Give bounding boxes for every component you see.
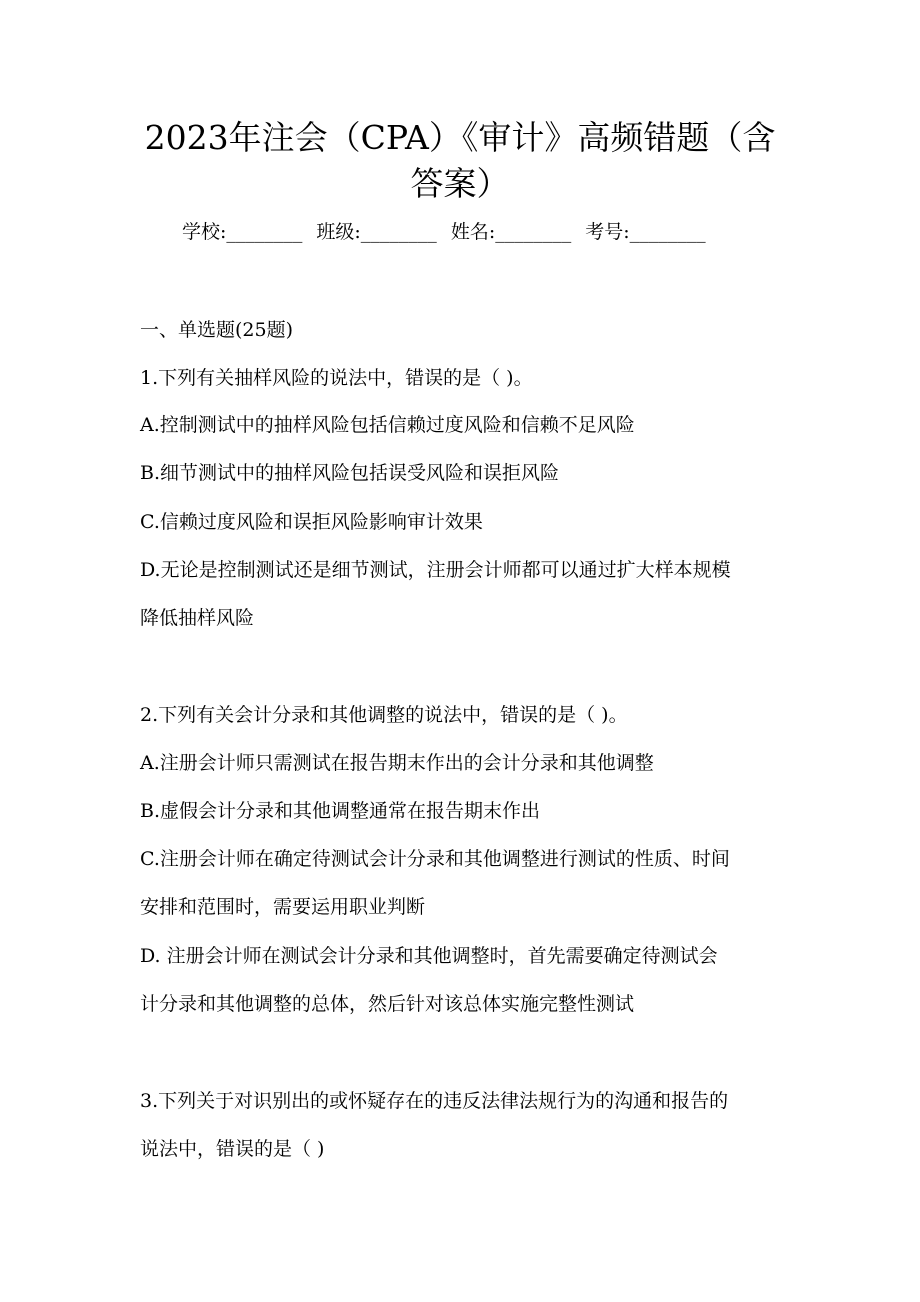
question-3-stem-line-2: 说法中，错误的是（ ) xyxy=(140,1138,325,1160)
question-2-option-d-line-1: D. 注册会计师在测试会计分录和其他调整时，首先需要确定待测试会 xyxy=(140,945,718,967)
section-heading: 一、单选题(25题) xyxy=(140,319,294,341)
question-2-option-b: B.虚假会计分录和其他调整通常在报告期末作出 xyxy=(140,800,541,822)
school-field: 学校:________ xyxy=(182,221,303,243)
question-1-option-d-line-2: 降低抽样风险 xyxy=(140,607,255,629)
question-1-option-d-line-1: D.无论是控制测试还是细节测试，注册会计师都可以通过扩大样本规模 xyxy=(140,559,731,581)
question-2-option-c-line-2: 安排和范围时，需要运用职业判断 xyxy=(140,896,426,918)
question-1-option-b: B.细节测试中的抽样风险包括误受风险和误拒风险 xyxy=(140,462,560,484)
question-1-option-c: C.信赖过度风险和误拒风险影响审计效果 xyxy=(140,511,483,533)
question-2-stem: 2.下列有关会计分录和其他调整的说法中，错误的是（ )。 xyxy=(140,704,628,726)
question-1-stem: 1.下列有关抽样风险的说法中，错误的是（ )。 xyxy=(140,367,533,389)
document-title-line-1: 2023年注会（CPA）《审计》高频错题（含 xyxy=(144,118,776,157)
question-2-option-d-line-2: 计分录和其他调整的总体，然后针对该总体实施完整性测试 xyxy=(140,993,635,1015)
exam-number-field: 考号:________ xyxy=(585,221,706,243)
question-2-option-c-line-1: C.注册会计师在确定待测试会计分录和其他调整进行测试的性质、时间 xyxy=(140,848,730,870)
document-title-line-2: 答案） xyxy=(410,164,510,203)
name-field: 姓名:________ xyxy=(450,221,572,243)
question-2-option-a: A.注册会计师只需测试在报告期末作出的会计分录和其他调整 xyxy=(140,752,654,774)
student-info-fields xyxy=(182,218,706,246)
class-field: 班级:________ xyxy=(316,221,437,243)
question-3-stem-line-1: 3.下列关于对识别出的或怀疑存在的违反法律法规行为的沟通和报告的 xyxy=(140,1090,729,1112)
question-1-option-a: A.控制测试中的抽样风险包括信赖过度风险和信赖不足风险 xyxy=(140,414,635,436)
